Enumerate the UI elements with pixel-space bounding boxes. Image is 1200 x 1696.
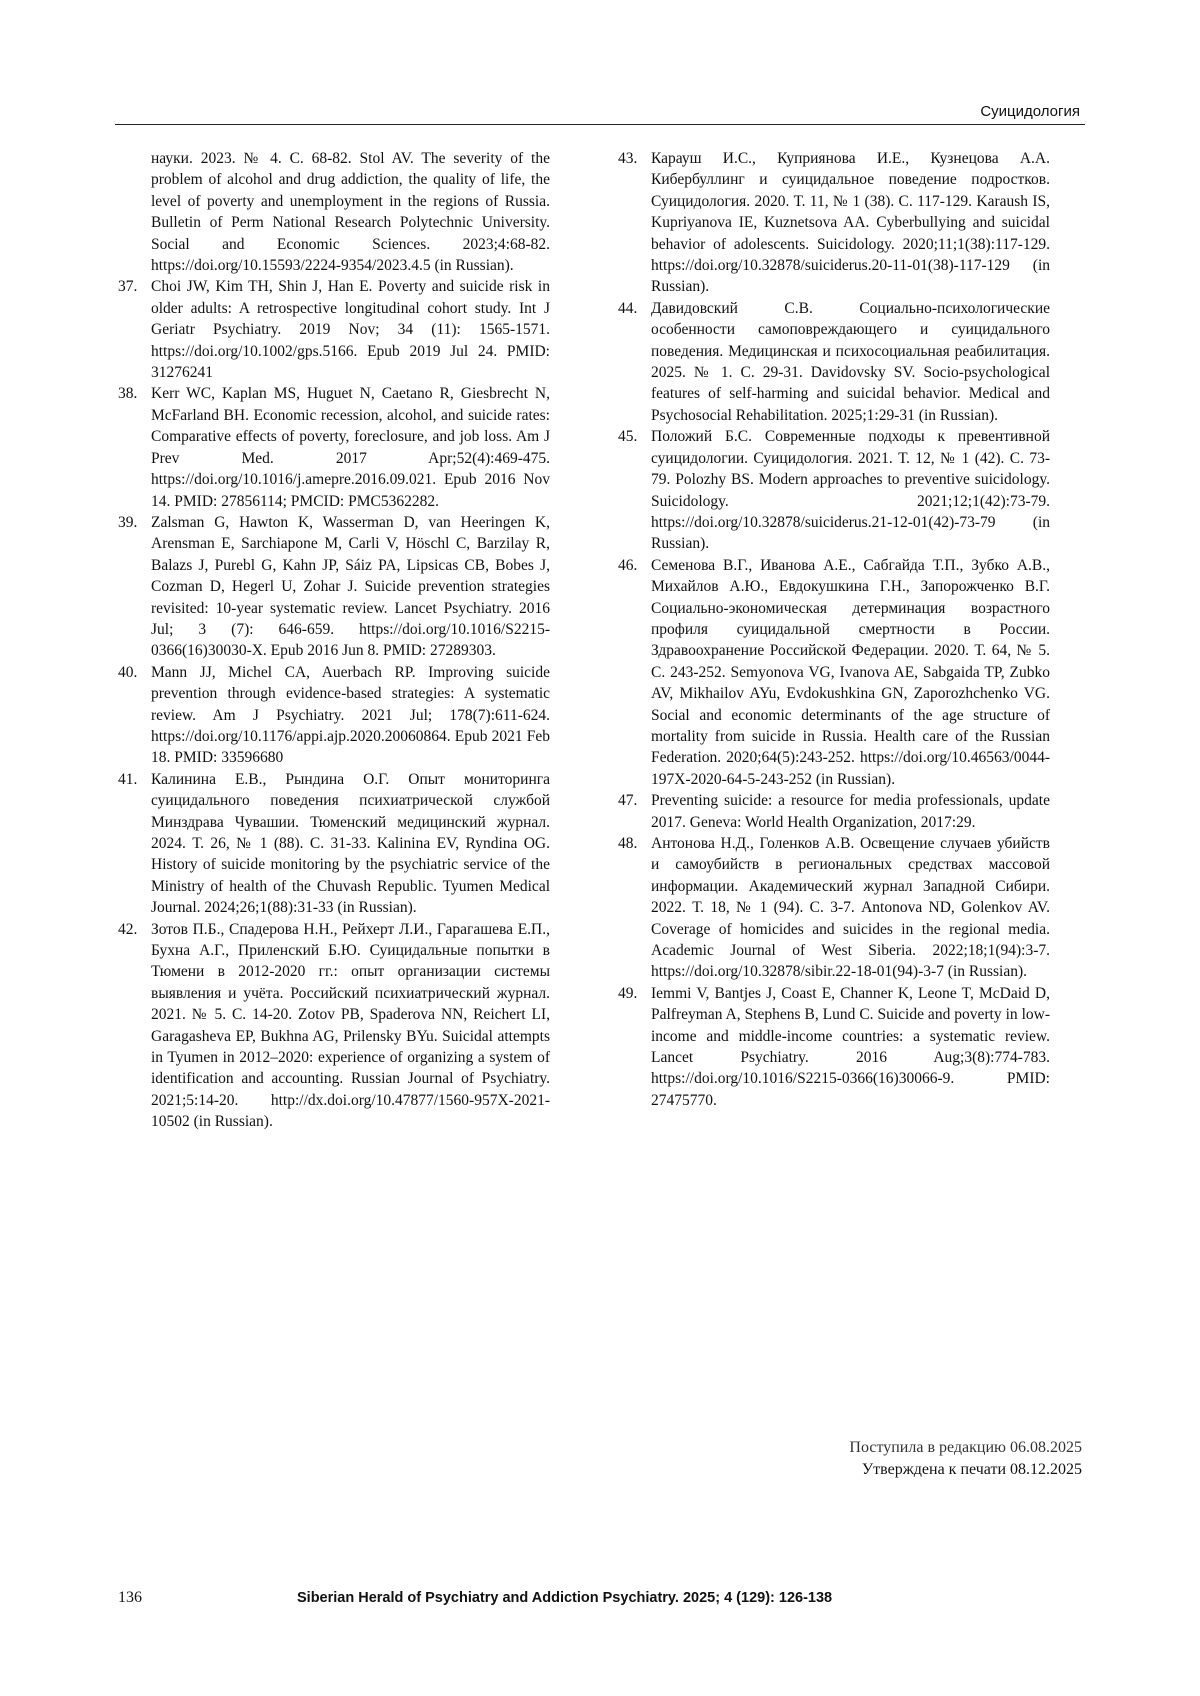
reference-text: Zalsman G, Hawton K, Wasserman D, van Heeringen K, Arensman E, Sarchiapone M, Carli V, Höschl C, Barzilay R, Balazs J, Purebl G, Kahn JP, Sáiz PA, Lipsicas CB, Bobes J, Cozman D, Hegerl U, Zohar J. Suicide prevention strategies revisited: 10-year systematic review. Lancet Psychiatry. 2016 Jul; 3 (7): 646-659. https://doi.org/10.1016/S2215-0366(16)30030-X. Epub 2016 Jun 8. PMID: 27289303. bbox=[151, 513, 550, 660]
reference-number: 37. bbox=[118, 278, 138, 296]
reference-text: Антонова Н.Д., Голенков А.В. Освещение случаев убийств и самоубийств в региональных средствах массовой информации. Академический журнал Западной Сибири. 2022. Т. 18, № 1 (94). С. 3-7. Antonova ND, Golenkov AV. Coverage of homicides and suicides in the regional media. Academic Journal of West Siberia. 2022;18;1(94):3-7. https://doi.org/10.32878/sibir.22-18-01(94)-3-7 (in Russian). bbox=[651, 835, 1050, 981]
reference-text: Зотов П.Б., Спадерова Н.Н., Рейхерт Л.И., Гарагашева Е.П., Бухна А.Г., Приленский Б.Ю. Суицидальные попытки в Тюмени в 2012-2020 гг.: опыт организации системы выявления и учёта. Российский психиатрический журнал. 2021. № 5. С. 14-20. Zotov PB, Spaderova NN, Reichert LI, Garagasheva EP, Bukhna AG, Prilensky BYu. Suicidal attempts in Tyumen in 2012–2020: experience of organizing a system of identification and accounting. Russian Journal of Psychiatry. 2021;5:14-20. http://dx.doi.org/10.47877/1560-957X-2021-10502 (in Russian). bbox=[151, 920, 550, 1131]
reference-number: 46. bbox=[618, 556, 638, 574]
reference-text: Давидовский С.В. Социально-психологические особенности самоповреждающего и суицидального поведения. Медицинская и психосоциальная реабилитация. 2025. № 1. С. 29-31. Davidovsky SV. Socio-psychological features of self-harming and suicidal behavior. Medical and Psychosocial Rehabilitation. 2025;1:29-31 (in Russian). bbox=[651, 299, 1050, 424]
reference-number: 39. bbox=[118, 513, 138, 531]
reference-item bbox=[618, 148, 1050, 298]
reference-number: 41. bbox=[118, 770, 138, 788]
page-number: 136 bbox=[118, 1589, 142, 1606]
reference-item bbox=[618, 790, 1050, 833]
reference-number: 38. bbox=[118, 385, 138, 403]
reference-number: 45. bbox=[618, 428, 638, 446]
left-reference-list bbox=[118, 276, 550, 1132]
reference-number: 40. bbox=[118, 663, 138, 681]
reference-number: 48. bbox=[618, 835, 638, 852]
reference-item bbox=[618, 833, 1050, 983]
reference-item bbox=[618, 426, 1050, 554]
reference-item bbox=[618, 298, 1050, 426]
reference-item bbox=[118, 769, 550, 919]
header-rule bbox=[115, 124, 1085, 125]
reference-item bbox=[118, 383, 550, 511]
reference-item bbox=[118, 662, 550, 769]
reference-text: Choi JW, Kim TH, Shin J, Han E. Poverty and suicide risk in older adults: A retrospective longitudinal cohort study. Int J Geriatr Psychiatry. 2019 Nov; 34 (11): 1565-1571. https://doi.org/10.1002/gps.5166. Epub 2019 Jul 24. PMID: 31276241 bbox=[151, 278, 550, 382]
reference-number: 44. bbox=[618, 299, 638, 317]
reference-text: Положий Б.С. Современные подходы к превентивной суицидологии. Суицидология. 2021. Т. 12, № 1 (42). С. 73-79. Polozhy BS. Modern approaches to preventive suicidology. Suicidology. 2021;12;1(42):73-79. https://doi.org/10.32878/suiciderus.21-12-01(42)-73-79 (in Russian). bbox=[651, 428, 1050, 553]
accepted-date: Утверждена к печати 08.12.2025 bbox=[861, 1461, 1082, 1478]
reference-item bbox=[118, 276, 550, 383]
reference-number: 49. bbox=[618, 984, 638, 1002]
journal-citation: Siberian Herald of Psychiatry and Addiction Psychiatry. 2025; 4 (129): 126-138 bbox=[297, 1590, 833, 1606]
reference-number: 47. bbox=[618, 792, 638, 810]
submitted-date: Поступила в редакцию 06.08.2025 bbox=[849, 1439, 1082, 1456]
reference-text: Preventing suicide: a resource for media professionals, update 2017. Geneva: World Health Organization, 2017:29. bbox=[651, 792, 1050, 831]
running-title: Суицидология bbox=[980, 103, 1080, 120]
reference-number: 43. bbox=[618, 150, 638, 167]
right-reference-list bbox=[618, 148, 1050, 1111]
reference-text: Mann JJ, Michel CA, Auerbach RP. Improving suicide prevention through evidence-based strategies: A systematic review. Am J Psychiatry. 2021 Jul; 178(7):611-624. https://doi.org/10.1176/appi.ajp.2020.20060864. Epub 2021 Feb 18. PMID: 33596680 bbox=[151, 663, 550, 767]
reference-text: Iemmi V, Bantjes J, Coast E, Channer K, Leone T, McDaid D, Palfreyman A, Stephens B, Lund C. Suicide and poverty in low-income and middle-income countries: a systematic review. Lancet Psychiatry. 2016 Aug;3(8):774-783. https://doi.org/10.1016/S2215-0366(16)30066-9. PMID: 27475770. bbox=[651, 984, 1050, 1109]
reference-item bbox=[618, 983, 1050, 1111]
reference-item bbox=[618, 555, 1050, 790]
reference-continuation: науки. 2023. № 4. С. 68-82. Stol AV. The severity of the problem of alcohol and drug addiction, the quality of life, the level of poverty and unemployment in the regions of Russia. Bulletin of Perm National Research Polytechnic University. Social and Economic Sciences. 2023;4:68-82. https://doi.org/10.15593/2224-9354/2023.4.5 (in Russian). bbox=[151, 150, 550, 275]
reference-item bbox=[118, 919, 550, 1133]
reference-text: Карауш И.С., Куприянова И.Е., Кузнецова А.А. Кибербуллинг и суицидальное поведение подростков. Суицидология. 2020. Т. 11, № 1 (38). С. 117-129. Karaush IS, Kupriyanova IE, Kuznetsova AA. Cyberbullying and suicidal behavior of adolescents. Suicidology. 2020;11;1(38):117-129. https://doi.org/10.32878/suiciderus.20-11-01(38)-117-129 (in Russian). bbox=[651, 150, 1050, 296]
received-block bbox=[849, 1437, 1082, 1481]
reference-item bbox=[118, 512, 550, 662]
right-column bbox=[618, 148, 1050, 1111]
reference-number: 42. bbox=[118, 920, 138, 938]
reference-text: Калинина Е.В., Рындина О.Г. Опыт мониторинга суицидального поведения психиатрической службой Минздрава Чувашии. Тюменский медицинский журнал. 2024. Т. 26, № 1 (88). С. 31-33. Kalinina EV, Ryndina OG. History of suicide monitoring by the psychiatric service of the Ministry of health of the Chuvash Republic. Tyumen Medical Journal. 2024;26;1(88):31-33 (in Russian). bbox=[151, 770, 550, 917]
reference-text: Kerr WC, Kaplan MS, Huguet N, Caetano R, Giesbrecht N, McFarland BH. Economic recession, alcohol, and suicide rates: Comparative effects of poverty, foreclosure, and job loss. Am J Prev Med. 2017 Apr;52(4):469-475. https://doi.org/10.1016/j.amepre.2016.09.021. Epub 2016 Nov 14. PMID: 27856114; PMCID: PMC5362282. bbox=[151, 385, 550, 510]
reference-text: Семенова В.Г., Иванова А.Е., Сабгайда Т.П., Зубко А.В., Михайлов А.Ю., Евдокушкина Г.Н., Запорожченко В.Г. Социально-экономическая детерминация возрастного профиля суицидальной смертности в России. Здравоохранение Российской Федерации. 2020. Т. 64, № 5. С. 243-252. Semyonova VG, Ivanova AE, Sabgaida TP, Zubko AV, Mikhailov AYu, Evdokushkina GN, Zaporozhchenko VG. Social and economic determinants of the age structure of mortality from suicide in Russia. Health care of the Russian Federation. 2020;64(5):243-252. https://doi.org/10.46563/0044-197X-2020-64-5-243-252 (in Russian). bbox=[651, 556, 1050, 788]
left-column bbox=[118, 148, 550, 1133]
